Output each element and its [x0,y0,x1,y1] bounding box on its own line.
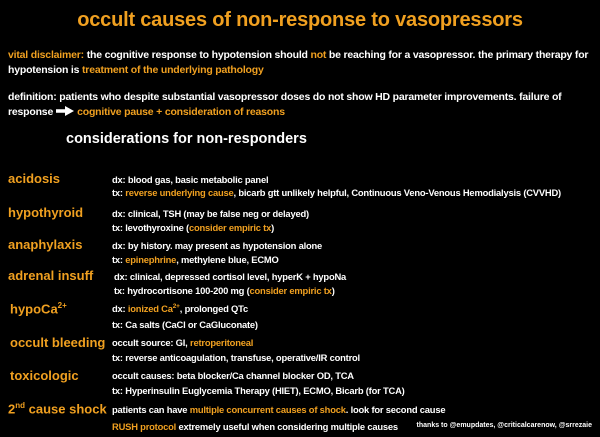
arrow-right-icon [56,106,74,116]
disclaimer: vital disclaimer: the cognitive response to hypotension should not be reaching for a vasopressor. the primary therapy for hypotension is treatment of the underlying pathology [8,49,589,76]
definition: definition: patients who despite substantial vasopressor doses do not show HD parameter improvements. failure of response cognitive pause + consideration of reasons [8,91,562,118]
anaphylaxis-tx: tx: epinephrine, methylene blue, ECMO [112,254,279,265]
adrenal-dx: dx: clinical, depressed cortisol level, hyperK + hypoNa [114,271,347,282]
disclaimer-label: vital disclaimer: [8,49,84,61]
page-title: occult causes of non-response to vasopressors [77,9,523,31]
bleeding-dx: occult source: GI, retroperitoneal [112,337,254,348]
adrenal-tx: tx: hydrocortisone 100-200 mg (consider empiric tx) [114,285,335,296]
toxicologic-dx: occult causes: beta blocker/Ca channel blocker OD, TCA [112,370,354,381]
toxicologic-tx: tx: Hyperinsulin Euglycemia Therapy (HIET), ECMO, Bicarb (for TCA) [112,385,405,396]
acidosis-tx: tx: reverse underlying cause, bicarb gtt unlikely helpful, Continuous Veno-Venous Hemodialysis (CVVHD) [112,187,561,198]
disclaimer-not: not [310,49,327,61]
hypoca-dx: dx: ionized $Ca^{2+}$, prolonged QTc [112,303,248,315]
condition-adrenal-insuff: adrenal insuff [8,268,94,283]
condition-toxicologic: toxicologic [10,368,79,383]
hypothyroid-dx: dx: clinical, TSH (may be false neg or delayed) [112,208,309,219]
condition-occult-bleeding: occult bleeding [10,335,106,350]
second-shock-line2: RUSH protocol extremely useful when considering multiple causes [112,421,398,432]
condition-second-cause-shock: 2nd cause shock [8,401,107,417]
condition-anaphylaxis: anaphylaxis [8,237,83,252]
second-shock-line1: patients can have multiple concurrent causes of shock. look for second cause [112,404,446,415]
condition-hypothyroid: hypothyroid [8,205,84,220]
disclaimer-highlight: treatment of the underlying pathology [82,64,264,76]
section-subheading: considerations for non-responders [66,131,307,147]
bleeding-tx: tx: reverse anticoagulation, transfuse, operative/IR control [112,352,360,363]
hypoca-tx: tx: Ca salts (CaCl or CaGluconate) [112,319,258,330]
acidosis-dx: dx: blood gas, basic metabolic panel [112,174,269,185]
condition-hypoca: hypoCa$^{2+}$ [10,301,67,317]
condition-acidosis: acidosis [8,171,61,186]
credits: thanks to @emupdates, @criticalcarenow, @srrezaie [416,422,592,429]
hypothyroid-tx: tx: levothyroxine (consider empiric tx) [112,222,275,233]
anaphylaxis-dx: dx: by history. may present as hypotension alone [112,240,323,251]
